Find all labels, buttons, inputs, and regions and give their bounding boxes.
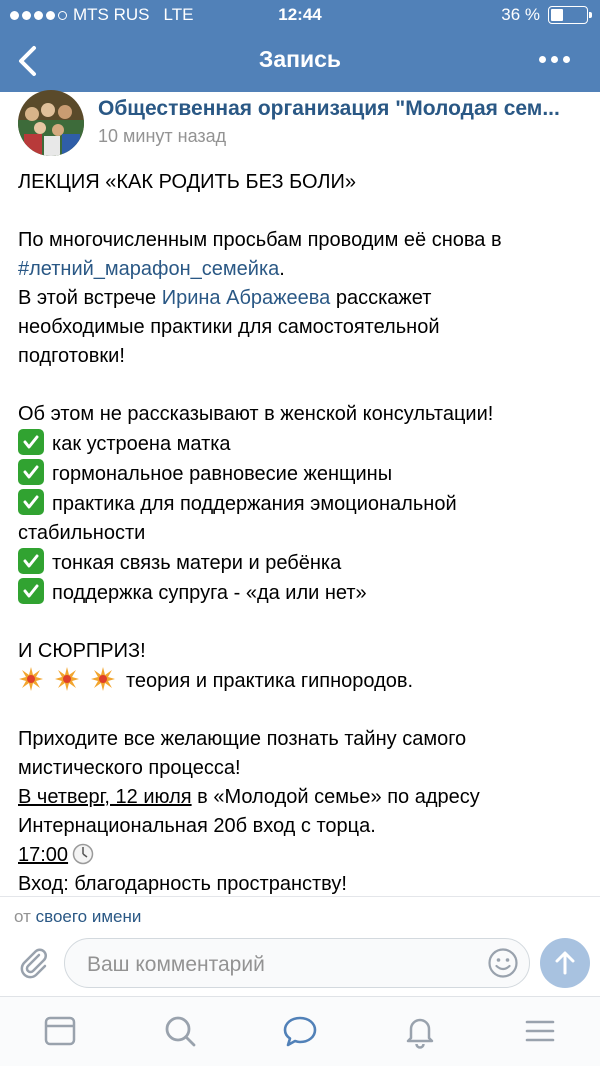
group-photo-icon bbox=[18, 90, 84, 156]
post-body bbox=[18, 168, 588, 899]
smile-icon bbox=[487, 947, 519, 979]
checklist-item bbox=[18, 459, 588, 489]
text-span: В этой встрече bbox=[18, 287, 162, 309]
collision-icon bbox=[54, 666, 80, 692]
from-prefix: от bbox=[14, 907, 31, 926]
blank-line bbox=[18, 371, 588, 400]
feed-icon bbox=[42, 1013, 78, 1049]
tab-menu[interactable] bbox=[522, 1013, 558, 1049]
clock-icon bbox=[72, 843, 94, 865]
status-bar bbox=[0, 0, 600, 30]
post-line bbox=[18, 284, 588, 313]
network-label: LTE bbox=[163, 5, 194, 24]
more-dots-icon bbox=[539, 56, 546, 63]
checklist-text: гормональное равновесие женщины bbox=[52, 463, 393, 485]
tab-messages[interactable] bbox=[282, 1013, 318, 1049]
collision-icon bbox=[18, 666, 44, 692]
post-line: подготовки! bbox=[18, 345, 125, 367]
burst-text: теория и практика гипнородов. bbox=[126, 670, 414, 692]
paperclip-icon bbox=[16, 945, 50, 979]
post-line: стабильности bbox=[18, 522, 146, 544]
battery-icon bbox=[548, 6, 588, 24]
blank-line bbox=[18, 608, 588, 637]
check-box-icon bbox=[18, 459, 44, 485]
comment-input[interactable] bbox=[64, 938, 530, 988]
check-box-icon bbox=[18, 548, 44, 574]
post-line: Об этом не рассказывают в женской консультации! bbox=[18, 403, 494, 425]
checklist-item bbox=[18, 578, 588, 608]
blank-line bbox=[18, 696, 588, 725]
checklist-item bbox=[18, 429, 588, 459]
post-line bbox=[18, 783, 588, 812]
text-span: расскажет bbox=[330, 287, 432, 309]
emoji-button[interactable] bbox=[487, 947, 519, 979]
comment-author-selector[interactable] bbox=[0, 896, 600, 936]
period: . bbox=[279, 258, 285, 280]
post-line: Приходите все желающие познать тайну самого bbox=[18, 728, 467, 750]
check-box-icon bbox=[18, 578, 44, 604]
post-title: ЛЕКЦИЯ «КАК РОДИТЬ БЕЗ БОЛИ» bbox=[18, 171, 356, 193]
checklist-text: поддержка супруга - «да или нет» bbox=[52, 582, 367, 604]
comment-placeholder: Ваш комментарий bbox=[87, 953, 265, 976]
checklist-item bbox=[18, 548, 588, 578]
more-button[interactable] bbox=[535, 48, 574, 71]
tab-news[interactable] bbox=[42, 1013, 78, 1049]
check-box-icon bbox=[18, 489, 44, 515]
bell-icon bbox=[402, 1013, 438, 1049]
top-bar bbox=[0, 0, 600, 92]
send-button[interactable] bbox=[540, 938, 590, 988]
tab-search[interactable] bbox=[162, 1013, 198, 1049]
mention-link[interactable]: Ирина Абражеева bbox=[161, 287, 331, 309]
tab-bar bbox=[0, 996, 600, 1066]
clock-time: 12:44 bbox=[278, 5, 322, 24]
post-line: мистического процесса! bbox=[18, 757, 241, 779]
post-line: необходимые практики для самостоятельной bbox=[18, 316, 440, 338]
post-line bbox=[18, 255, 588, 284]
date-link[interactable]: В четверг, 12 июля bbox=[18, 786, 192, 808]
post-line: И СЮРПРИЗ! bbox=[18, 640, 146, 662]
carrier-label: MTS RUS bbox=[73, 5, 150, 24]
nav-bar bbox=[0, 30, 600, 92]
check-box-icon bbox=[18, 429, 44, 455]
post-author[interactable]: Общественная организация "Молодая сем... bbox=[98, 97, 560, 120]
time-link[interactable]: 17:00 bbox=[18, 844, 69, 866]
checklist-text: практика для поддержания эмоциональной bbox=[52, 493, 457, 515]
arrow-up-icon bbox=[553, 950, 577, 976]
battery-percent: 36 % bbox=[501, 5, 540, 24]
search-icon bbox=[162, 1013, 198, 1049]
checklist-text: как устроена матка bbox=[52, 433, 231, 455]
blank-line bbox=[18, 197, 588, 226]
post-line: Вход: благодарность пространству! bbox=[18, 873, 347, 895]
page-title: Запись bbox=[258, 46, 342, 72]
tab-notifications[interactable] bbox=[402, 1013, 438, 1049]
checklist-item bbox=[18, 489, 588, 519]
post-line: По многочисленным просьбам проводим её снова в bbox=[18, 229, 502, 251]
collision-icon bbox=[90, 666, 116, 692]
post-time: 10 минут назад bbox=[98, 126, 227, 146]
hashtag-link[interactable]: #летний_марафон_семейка bbox=[18, 258, 280, 280]
attach-button[interactable] bbox=[16, 945, 50, 979]
comment-composer bbox=[0, 932, 600, 994]
from-name-link[interactable]: своего имени bbox=[35, 907, 142, 926]
checklist-text: тонкая связь матери и ребёнка bbox=[52, 552, 342, 574]
message-bubble-icon bbox=[282, 1013, 318, 1049]
avatar[interactable] bbox=[18, 90, 84, 156]
text-span: в «Молодой семье» по адресу bbox=[191, 786, 480, 808]
post-line bbox=[18, 841, 588, 870]
menu-icon bbox=[522, 1013, 558, 1049]
post-line: Интернациональная 20б вход с торца. bbox=[18, 815, 376, 837]
burst-line bbox=[18, 666, 588, 696]
